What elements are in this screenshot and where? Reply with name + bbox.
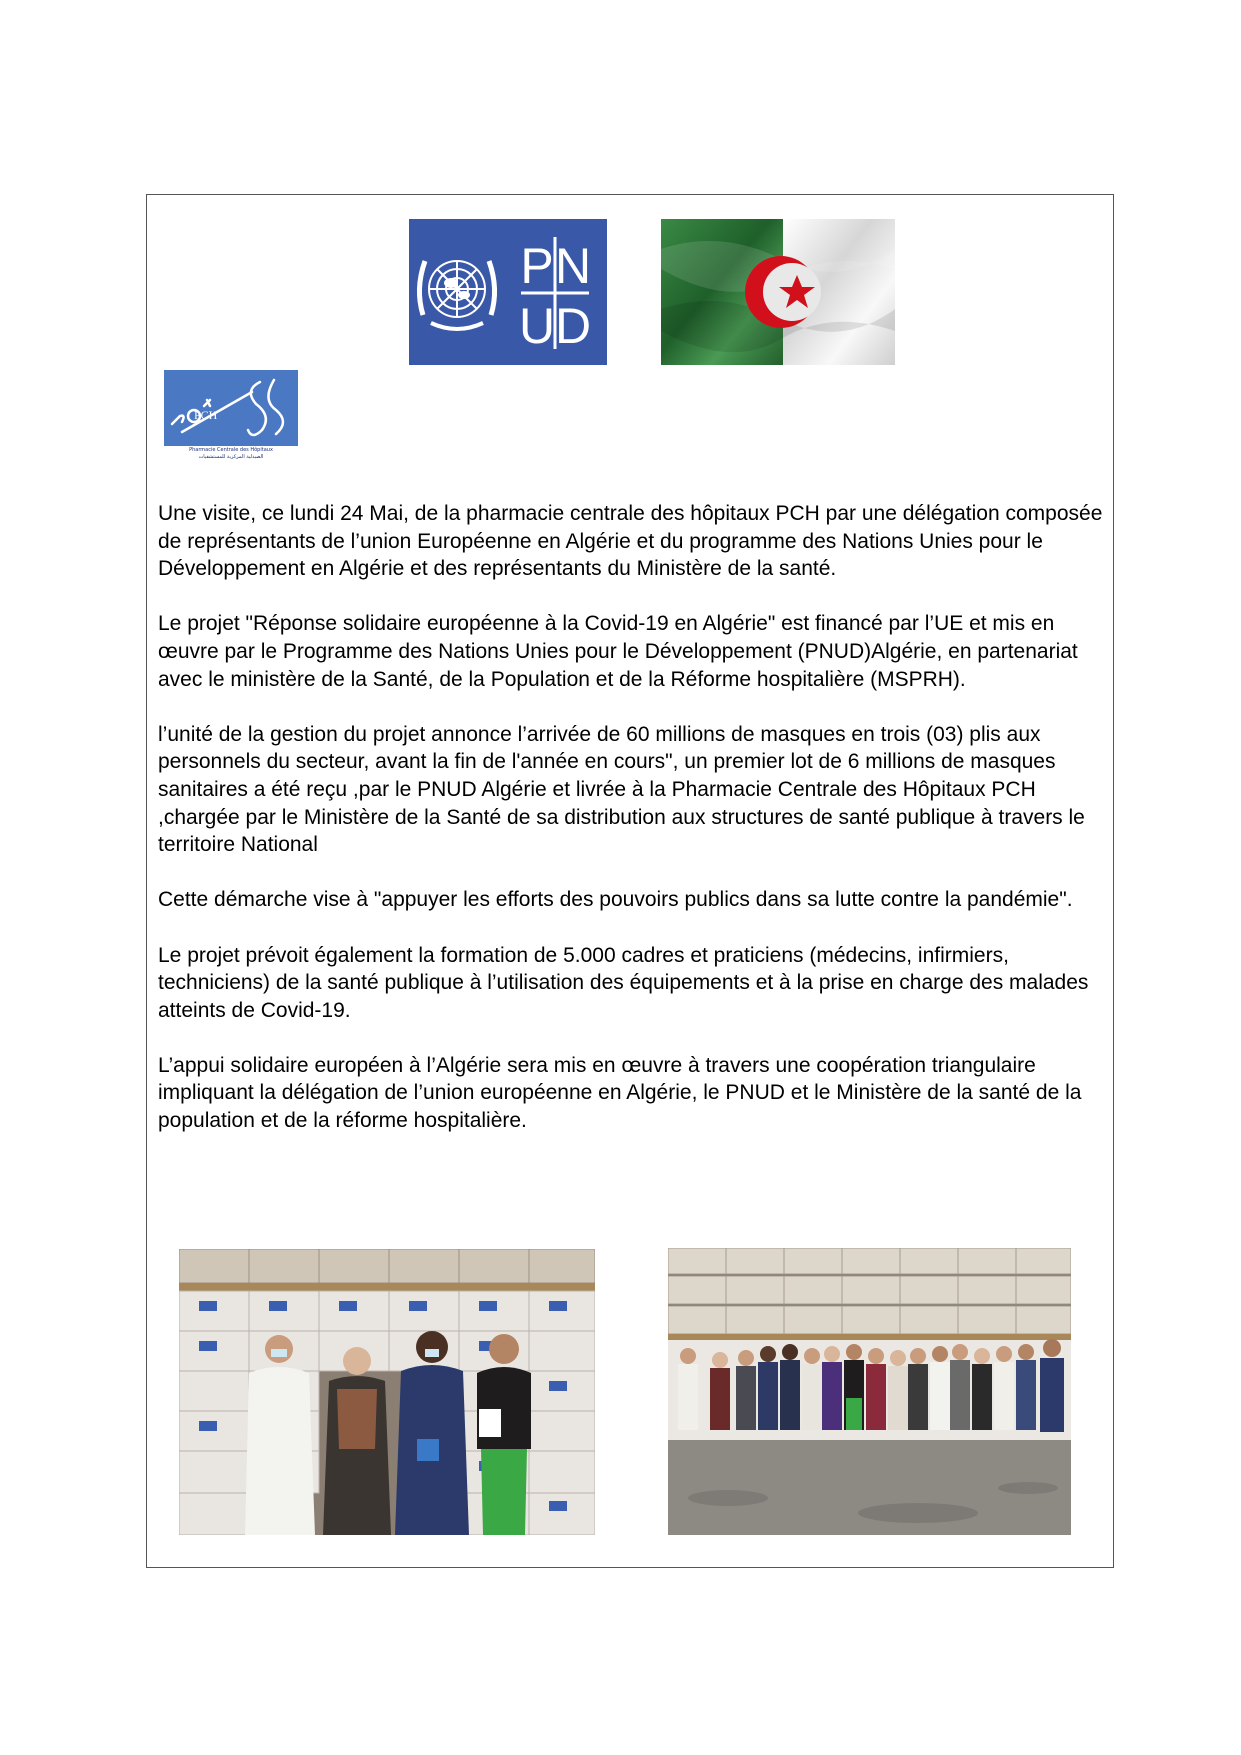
pch-caption-fr: Pharmacie Centrale des Hôpitaux	[189, 447, 273, 453]
pnud-logo	[409, 219, 607, 365]
paragraph-visit: Une visite, ce lundi 24 Mai, de la pharmacie centrale des hôpitaux PCH par une délégation composée de représentants de l’union Européenne en Algérie et du programme des Nations Unies pour le Développement en Algérie et des représentants du Ministère de la santé.	[158, 502, 1103, 581]
pnud-letter-n: N	[554, 238, 592, 294]
group-photo-icon	[668, 1248, 1071, 1535]
un-emblem-icon	[409, 219, 607, 365]
delegation-photo	[179, 1249, 595, 1535]
paragraph-cooperation: L’appui solidaire européen à l’Algérie sera mis en œuvre à travers une coopération triangulaire impliquant la délégation de l’union européenne en Algérie, le PNUD et le Ministère de la santé de la population et de la réforme hospitalière.	[158, 1053, 1082, 1133]
pnud-letter-p: P	[520, 238, 554, 294]
group-photo	[668, 1248, 1071, 1535]
paragraph-project: Le projet "Réponse solidaire européenne à la Covid-19 en Algérie" est financé par l’UE et mis en œuvre par le Programme des Nations Unies pour le Développement (PNUD)Algérie, en partenariat avec le ministère de la Santé, de la Population et de la Réforme hospitalière (MSPRH).	[158, 612, 1078, 691]
algeria-flag-icon	[661, 219, 895, 365]
paragraph-support: Cette démarche vise à "appuyer les efforts des pouvoirs publics dans sa lutte contre la pandémie".	[158, 888, 1073, 912]
pch-caption	[164, 447, 298, 463]
paragraph-training: Le projet prévoit également la formation de 5.000 cadres et praticiens (médecins, infirmiers, techniciens) de la santé publique à l’utilisation des équipements et à la prise en charge des malades atteints de Covid-19.	[158, 943, 1089, 1022]
pnud-letter-u: U	[518, 298, 556, 354]
paragraph-masks: l’unité de la gestion du projet annonce l’arrivée de 60 millions de masques en trois (03) plis aux personnels du secteur, avant la fin de l'année en cours", un premier lot de 6 millions de masques sanitaires a été reçu ,par le PNUD Algérie et livrée à la Pharmacie Centrale des Hôpitaux PCH ,chargée par le Ministère de la Santé de sa distribution aux structures de santé publique à travers le territoire National	[158, 722, 1085, 857]
algeria-flag	[661, 219, 895, 365]
pch-logo-icon	[164, 370, 298, 446]
delegation-photo-icon	[179, 1249, 595, 1535]
article-body	[158, 500, 1108, 1162]
pch-caption-ar: الصيدلية المركزية للمستشفيات	[198, 454, 264, 460]
pch-mark: PCH	[194, 408, 218, 422]
pch-logo	[164, 370, 298, 446]
pnud-letter-d: D	[554, 298, 592, 354]
